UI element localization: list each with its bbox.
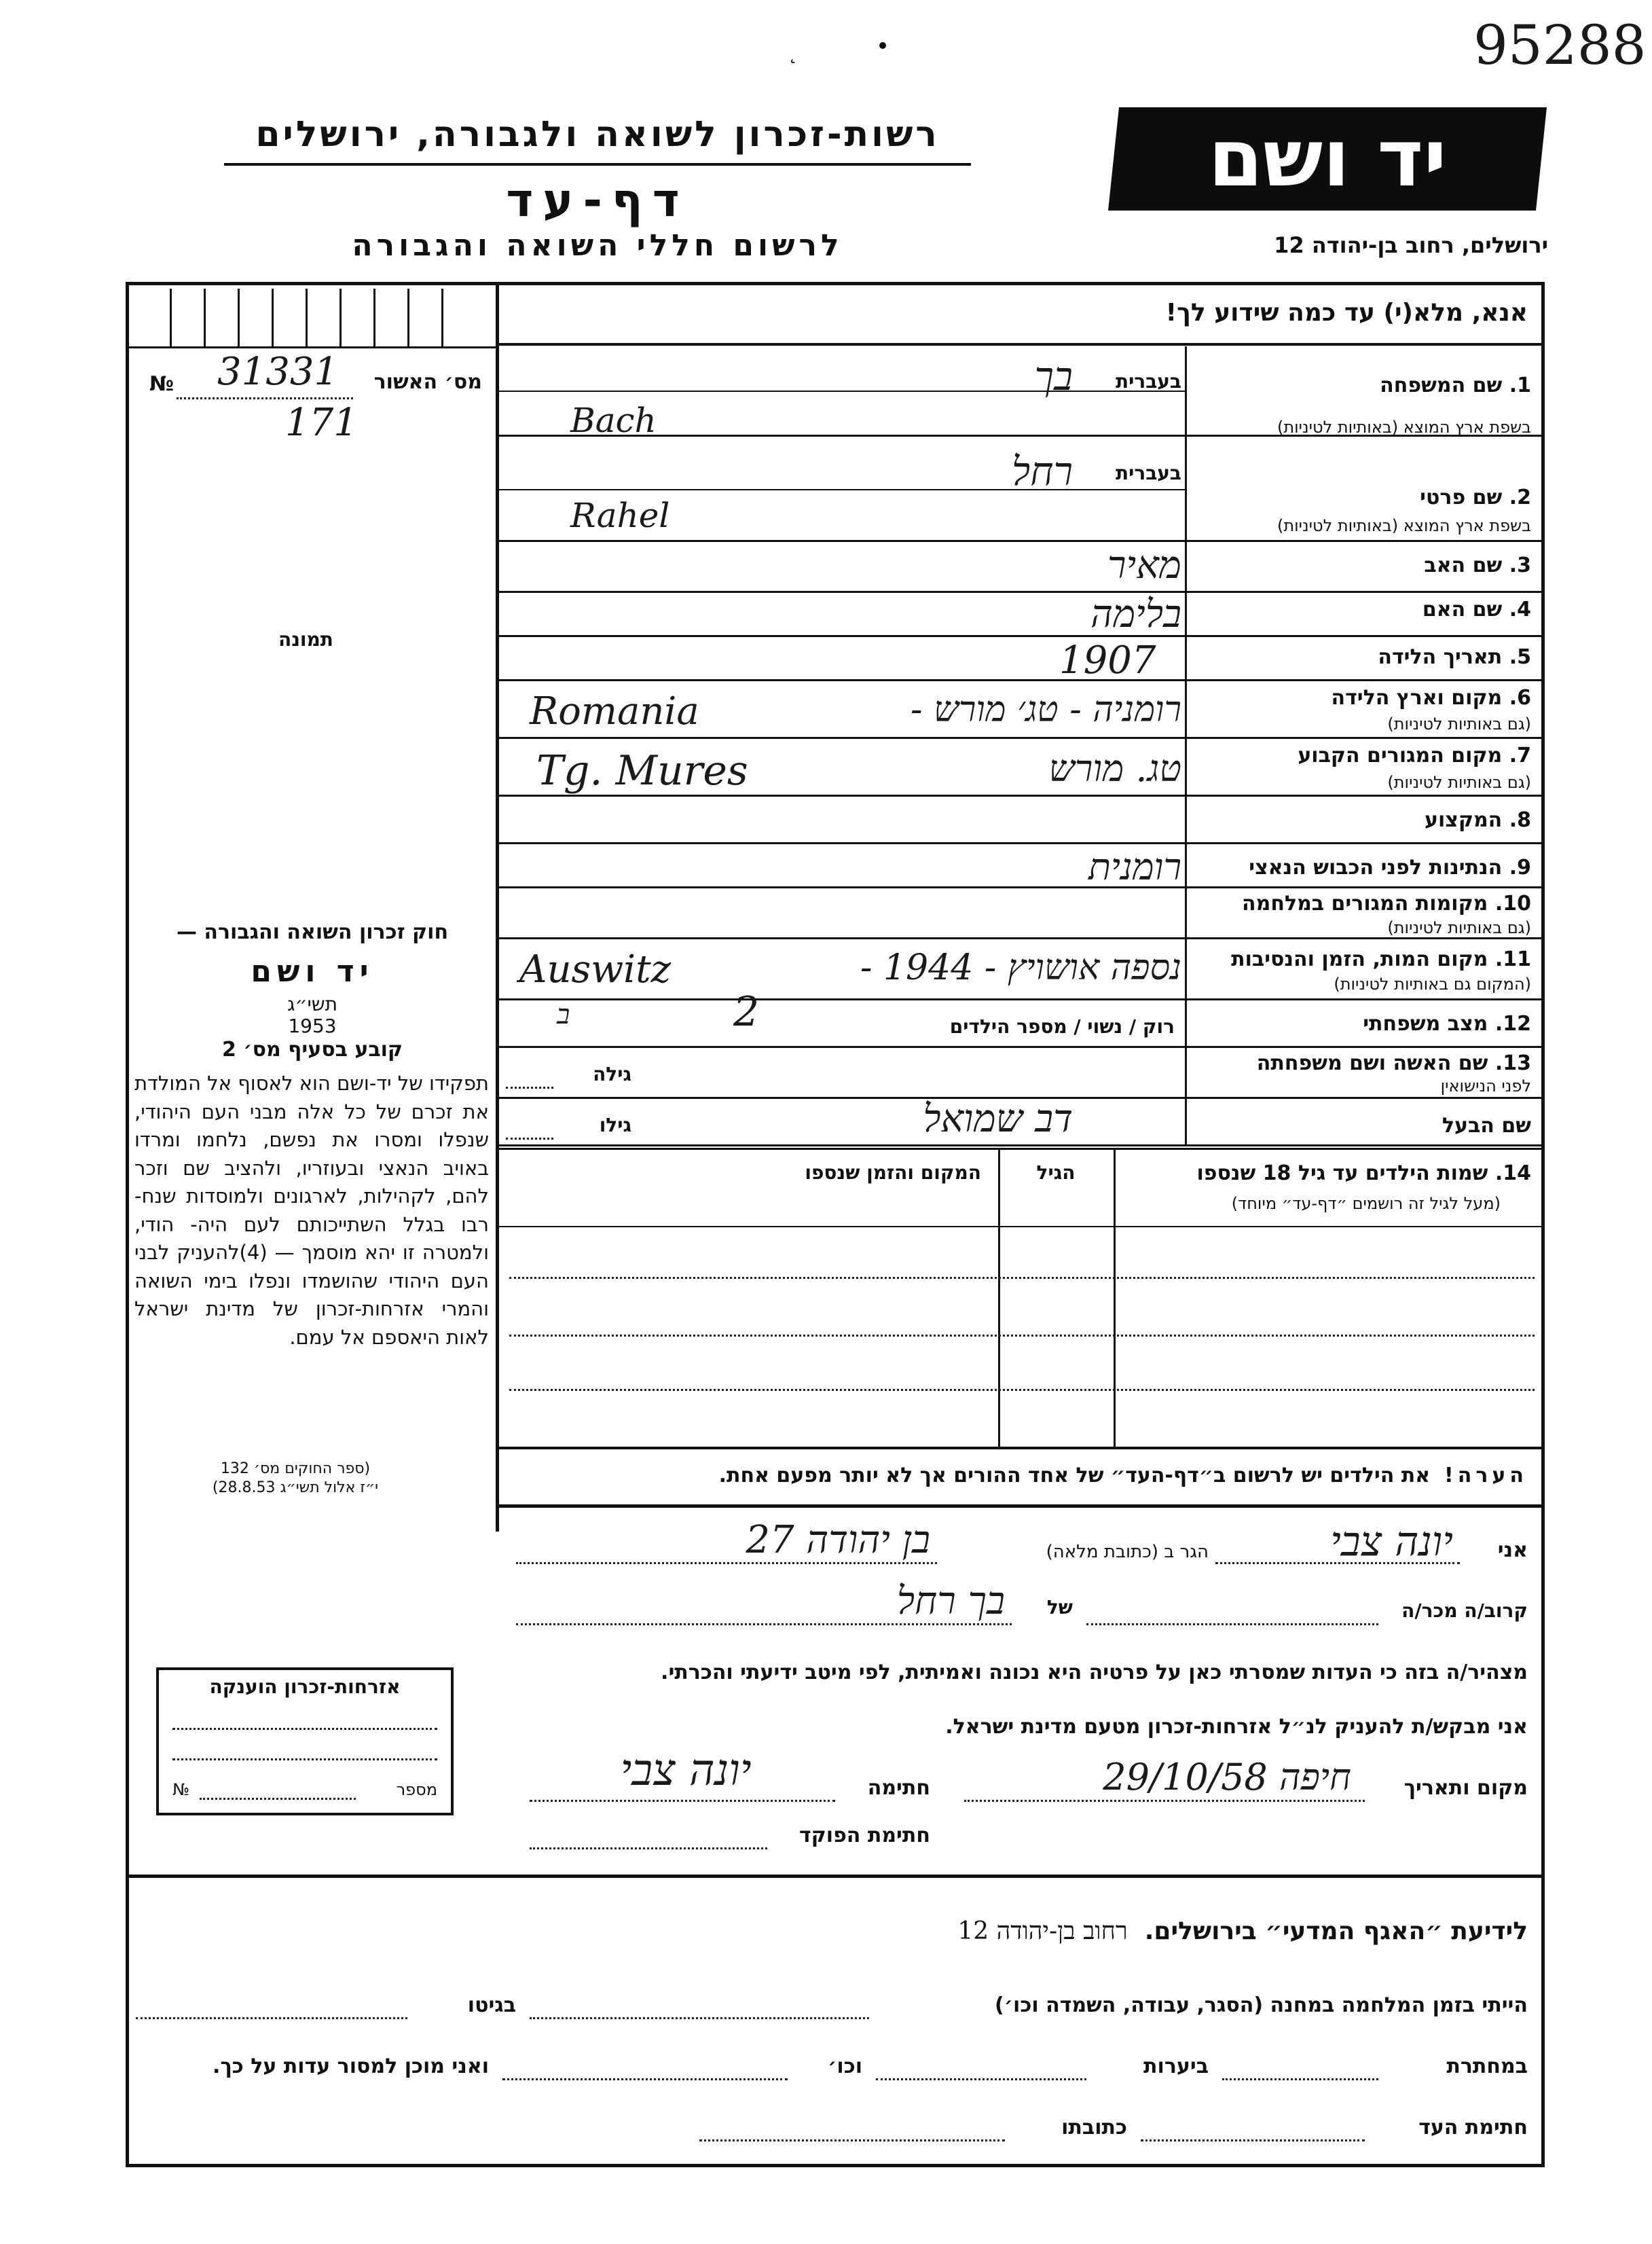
field-label: שם האם [1422,598,1503,621]
field-label: מקום וארץ הלידה [1331,686,1503,710]
value[interactable]: טג. מורש [1048,747,1181,790]
signature[interactable]: יונה צבי [620,1745,752,1796]
law-name: יד ושם [251,954,374,989]
age-line [506,1138,553,1140]
resides-label: הגר ב (כתובת מלאה) [1046,1542,1209,1562]
field-number: 13. [1494,1051,1531,1075]
field-sub: בשפת ארץ המוצא (באותיות לטיניות) [1277,418,1531,437]
hebrew-tag: בעברית [1115,370,1181,393]
field-number: 9. [1509,856,1531,880]
ghetto-label: בגיטו [467,1993,516,2017]
photo-label: תמונה [278,628,333,651]
children-sub: (מעל לגיל זה רושמים ״דף-עד״ מיוחד) [1231,1194,1501,1213]
signature-label: חתימה [867,1776,930,1800]
value[interactable]: 1907 [1059,638,1156,683]
status-mark: ב [557,999,570,1030]
field-number: 1. [1509,374,1531,397]
value-hebrew[interactable]: רחל [1012,448,1073,494]
underground-label: במחתרת [1446,2055,1528,2078]
field-number: 4. [1509,598,1531,621]
age-label: גילו [599,1114,631,1136]
signature-line [530,1800,835,1802]
field-number: 10. [1494,892,1531,916]
citizenship-title: אזרחות-זכרון הוענקה [209,1676,401,1698]
field-label: שם האב [1424,554,1503,577]
relation-of[interactable]: בך רחל [896,1579,1005,1623]
confirm-number-line [177,397,353,399]
children-label: שמות הילדים עד גיל 18 שנספו [1196,1161,1488,1185]
header-rule [224,163,971,166]
status-options: רוק / נשוי / מספר הילדים [949,1015,1175,1038]
stray-mark: ˛ [788,41,798,65]
law-year-hebrew: תשי״ג [287,993,338,1015]
place-date-value[interactable]: חיפה 29/10/58 [1103,1756,1351,1798]
relation-label: קרוב/ה מכר/ה [1401,1599,1528,1622]
field-sub: (גם באותיות לטיניות) [1387,918,1531,937]
field-label: תאריך הלידה [1378,645,1503,669]
field-number: 2. [1509,486,1531,509]
left-column-divider [496,282,499,1532]
field-number: 12. [1494,1012,1531,1036]
declarant-name-line [1215,1562,1460,1564]
field-label: שם האשה ושם משפחתה [1256,1051,1488,1075]
form-subtitle: לרשום חללי השואה והגבורה [352,228,843,263]
value[interactable]: נספה אושויץ - 1944 - [860,947,1181,988]
field-label: המקצוע [1424,808,1503,832]
note-label: הערה! [1444,1464,1528,1487]
note [516,1464,1528,1487]
note-text: את הילדים יש לרשום ב״דף-העד״ של אחד ההורים אך לא יותר מפעם אחת. [718,1464,1431,1487]
age-line [506,1087,553,1089]
field-label: הנתינות לפני הכבוש הנאצי [1249,856,1503,880]
field-label: מקום המגורים הקבוע [1298,744,1503,767]
yad-vashem-logo [1108,107,1547,211]
citizenship-box [156,1667,454,1815]
official-signature-line [530,1847,767,1849]
confirm-label: מס׳ האשור [373,370,482,394]
confirm-sub-number: 171 [285,401,358,445]
field-label: שם פרטי [1420,486,1503,509]
bottom-address: רחוב בן-יהודה 12 [957,1917,1128,1945]
intro-rule [496,343,1545,346]
field-number: 8. [1509,808,1531,832]
witness-signature-label: חתימת העד [1418,2116,1528,2139]
camp-text: הייתי בזמן המלחמה במחנה (הסגר, עבודה, השמדה וכו׳) [995,1993,1528,2017]
authority-name: רשות-זכרון לשואה ולגבורה, ירושלים [255,114,940,155]
witness-address-line [699,2139,1005,2141]
col-age: הגיל [1036,1161,1076,1184]
bottom-title: לידיעת ״האגף המדעי״ בירושלים. [1144,1917,1528,1945]
relation-of-line [516,1623,1012,1625]
value-latin[interactable]: Tg. Mures [536,747,748,795]
declaration-text: מצהיר/ה בזה כי העדות שמסרתי כאן על פרטיה היא נכונה ואמיתית, לפי מיטב ידיעתי והכרתי. [661,1661,1528,1684]
law-year: 1953 [288,1015,337,1037]
field-number: 3. [1509,554,1531,577]
witness-signature-line [1141,2139,1365,2141]
law-title: חוק זכרון השואה והגבורה — [176,920,449,944]
place-date-label: מקום ותאריך [1403,1776,1528,1800]
frame-left [126,282,129,2167]
field-label: מקומות המגורים במלחמה [1242,892,1488,916]
bottom-section-rule [129,1875,1545,1878]
testimony-text: ואני מוכן למסור עדות על כך. [213,2055,489,2078]
field-label: שם המשפחה [1380,374,1503,397]
official-signature-label: חתימת הפוקד [799,1824,930,1847]
stray-dot [879,42,886,49]
value[interactable]: רומניה - טג׳ מורש - [910,689,1181,730]
forests-label: ביערות [1143,2055,1209,2078]
value[interactable]: בלימה [1090,592,1181,636]
value[interactable]: רומנית [1088,846,1181,888]
value-latin[interactable]: Auswitz [519,947,672,992]
field-number: 7. [1509,744,1531,767]
number-sign: № [149,372,175,396]
field-sub: (המקום גם באותיות לטיניות) [1334,975,1531,994]
form-title: דף-עד [506,174,689,228]
forests-line [876,2078,1086,2080]
etc-line [502,2078,788,2080]
law-text: תפקידו של יד-ושם הוא לאסוף אל המולדת את זכרם של כל אלה מבני העם היהודי, שנפלו ומסרו את נפשם, נלחמו ומרדו באויב הנאצי ובעוזריו, ולהציב שם וזכר להם, לקהילות, לארגונים ולמוסדות שנח- רבו בגלל השתייכותם לעם היה- הודי, ולמטרה זו יהא מוסמך — (4)להעניק לבני העם היהודי שהושמדו ונפלו בימי השואה והמרי אזרחות-זכרון של מדינת ישראל לאות היאספם אל עמם. [134,1072,489,1349]
value[interactable]: מאיר [1107,543,1181,587]
etc-label: וכו׳ [828,2055,862,2078]
children-number: 14. [1494,1161,1531,1185]
relation-line [1086,1623,1378,1625]
field-sub: לפני הנישואין [1440,1076,1531,1096]
hebrew-tag: בעברית [1115,462,1181,484]
camp-line [530,2017,869,2019]
note-rule [499,1504,1545,1508]
value-latin[interactable]: Bach [570,401,657,440]
citizenship-line-2 [172,1758,437,1760]
frame-bottom [126,2164,1545,2167]
declarant-i-label: אני [1497,1538,1528,1562]
witness-address-label: כתובתו [1061,2116,1127,2139]
value-hebrew[interactable]: בך [1034,353,1073,399]
header-address: ירושלים, רחוב בן-יהודה 12 [1274,232,1548,258]
bottom-heading [516,1917,1528,1945]
citizenship-line-1 [172,1728,437,1730]
field-label: שם הבעל [1442,1114,1531,1138]
declarant-address-line [516,1562,937,1564]
value[interactable]: דב שמואל [923,1097,1073,1141]
law-clause: קובע בסעיף מס׳ 2 [221,1038,403,1062]
intro-text: אנא, מלא(י) עד כמה שידוע לך! [1165,299,1528,327]
archive-number: 95288 [1473,14,1647,77]
value-latin[interactable]: Rahel [570,496,670,535]
declarant-address[interactable]: בן יהודה 27 [746,1518,930,1562]
ghetto-line [136,2017,407,2019]
field-label: מקום המות, הזמן והנסיבות [1231,947,1488,971]
law-reference-2: י״ז אלול תשי״ג 28.8.53) [212,1479,379,1496]
logo-text: יד ושם [1208,113,1447,204]
field-sub: בשפת ארץ המוצא (באותיות לטיניות) [1277,516,1531,535]
confirm-number: 31331 [217,350,339,394]
frame-top [126,282,1545,285]
declarant-name[interactable]: יונה צבי [1330,1518,1453,1566]
law-reference-1: (ספר החוקים מס׳ 132 [220,1460,371,1477]
citizenship-number-label: מספר [396,1780,437,1799]
field-number: 11. [1494,947,1531,971]
field-number: 6. [1509,686,1531,710]
field-sub: (גם באותיות לטיניות) [1387,714,1531,734]
value-latin[interactable]: Romania [530,689,699,734]
age-label: גילה [593,1063,631,1085]
field-label: מצב משפחתי [1363,1012,1488,1036]
place-date-line [964,1800,1365,1802]
number-box-rule [129,346,496,348]
field-number: 5. [1509,645,1531,669]
citizenship-number-sign: № [172,1780,189,1799]
of-label: של [1046,1596,1073,1618]
col-place: המקום והזמן שנספו [805,1161,981,1184]
children-count[interactable]: 2 [733,988,760,1036]
underground-line [1222,2078,1378,2080]
citizenship-number-line [200,1798,356,1800]
field-sub: (גם באותיות לטיניות) [1387,773,1531,792]
frame-right [1541,282,1545,2167]
request-text: אני מבקש/ת להעניק לנ״ל אזרחות-זכרון מטעם מדינת ישראל. [945,1715,1528,1739]
